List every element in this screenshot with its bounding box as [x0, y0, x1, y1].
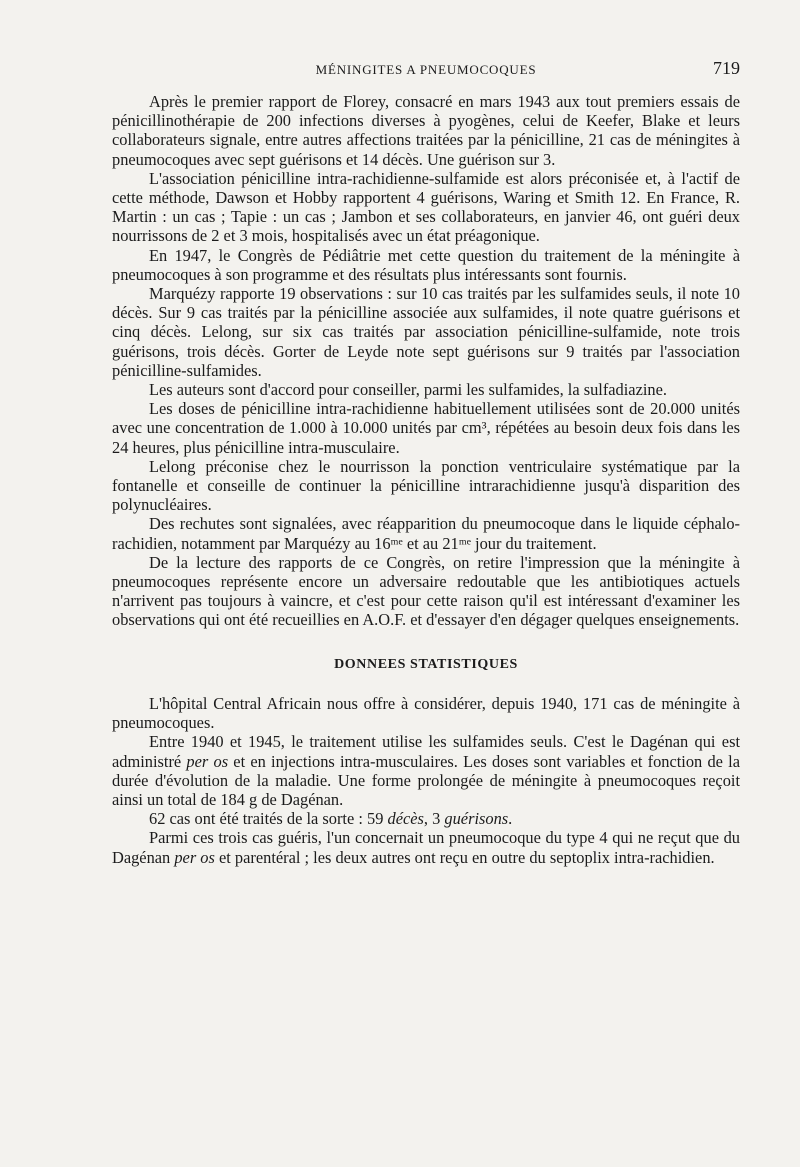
paragraph: Marquézy rapporte 19 observations : sur 10 cas traités par les sulfamides seuls, il note 10 décès. Sur 9 cas traités par la pénicilline associée aux sulfamides, il note quatre guérisons et cinq décès. Lelong, sur six cas traités par association pénicilline-sulfamide, note trois guérisons, trois décès. Gorter de Leyde note sept guérisons sur 9 traités par l'association pénicilline-sulfamides.: [112, 284, 740, 380]
text-run: Parmi ces trois cas guéris, l'un concernait un pneumocoque du type 4 qui ne reçut que du Dagénan: [112, 828, 740, 867]
section-heading: DONNEES STATISTIQUES: [334, 656, 518, 672]
paragraph: Des rechutes sont signalées, avec réapparition du pneumocoque dans le liquide céphalo-rachidien, notamment par Marquézy au 16ᵐᵉ et au 21ᵐᵉ jour du traitement.: [112, 514, 740, 553]
paragraph: Après le premier rapport de Florey, consacré en mars 1943 aux tout premiers essais de pénicillinothérapie de 200 infections diverses à pyogènes, celui de Keefer, Blake et leurs collaborateurs signale, entre autres affections traitées par la pénicilline, 21 cas de méningites à pneumocoques avec sept guérisons et 14 décès. Une guérison sur 3.: [112, 92, 740, 169]
italic-text: per os: [174, 847, 215, 867]
paragraph: Lelong préconise chez le nourrisson la ponction ventriculaire systématique par la fontanelle et conseille de continuer la pénicilline intrarachidienne jusqu'à disparition des polynucléaires.: [112, 456, 740, 515]
italic-text: guérisons: [444, 809, 509, 829]
body-text: [112, 92, 740, 867]
running-header: [112, 58, 740, 80]
running-title: MÉNINGITES A PNEUMOCOQUES: [315, 62, 537, 77]
paragraph: [112, 732, 740, 809]
text-run: 62 cas ont été traités de la sorte : 59: [149, 809, 388, 829]
text-run: Entre 1940 et 1945, le traitement utilise les sulfamides seuls. C'est le Dagénan qui est administré: [112, 732, 740, 771]
paragraph: En 1947, le Congrès de Pédiâtrie met cette question du traitement de la méningite à pneumocoques à son programme et des résultats plus intéressants sont fournis.: [112, 245, 740, 284]
paragraph: Les auteurs sont d'accord pour conseiller, parmi les sulfamides, la sulfadiazine.: [149, 380, 667, 400]
paragraph: [112, 809, 740, 828]
italic-text: per os: [186, 751, 229, 771]
paragraph: Les doses de pénicilline intra-rachidienne habituellement utilisées sont de 20.000 unités avec une concentration de 1.000 à 10.000 unités par cm³, répétées au besoin deux fois dans les 24 heures, plus pénicilline intra-musculaire.: [112, 399, 740, 457]
page-number: 719: [713, 58, 740, 78]
text-run: et en injections intra-musculaires. Les doses sont variables et fonction de la durée d'évolution de la maladie. Une forme prolongée de méningite à pneumocoques reçoit ainsi un total de 184 g de Dagénan.: [112, 751, 740, 809]
paragraph: [112, 828, 740, 866]
paragraph: L'association pénicilline intra-rachidienne-sulfamide est alors préconisée et, à l'actif de cette méthode, Dawson et Hobby rapportent 4 guérisons, Waring et Smith 12. En France, R. Martin : un cas ; Tapie : un cas ; Jambon et ses collaborateurs, en janvier 46, ont guéri deux nourrissons de 2 et 3 mois, hospitalisés avec un état préagonique.: [112, 168, 740, 246]
text-run: et parentéral ; les deux autres ont reçu en outre du septoplix intra-rachidien.: [214, 847, 715, 867]
paragraph: L'hôpital Central Africain nous offre à considérer, depuis 1940, 171 cas de méningite à pneumocoques.: [112, 693, 740, 733]
italic-text: décès: [387, 809, 424, 829]
text-run: .: [508, 809, 513, 829]
text-run: , 3: [423, 809, 445, 829]
paragraph: De la lecture des rapports de ce Congrès, on retire l'impression que la méningite à pneumocoques représente encore un adversaire redoutable que les antibiotiques actuels n'arrivent pas toujours à vaincre, et c'est pour cette raison qu'il est intéressant d'examiner les observations qui ont été recueillies en A.O.F. et d'essayer d'en dégager quelques enseignements.: [112, 552, 740, 630]
